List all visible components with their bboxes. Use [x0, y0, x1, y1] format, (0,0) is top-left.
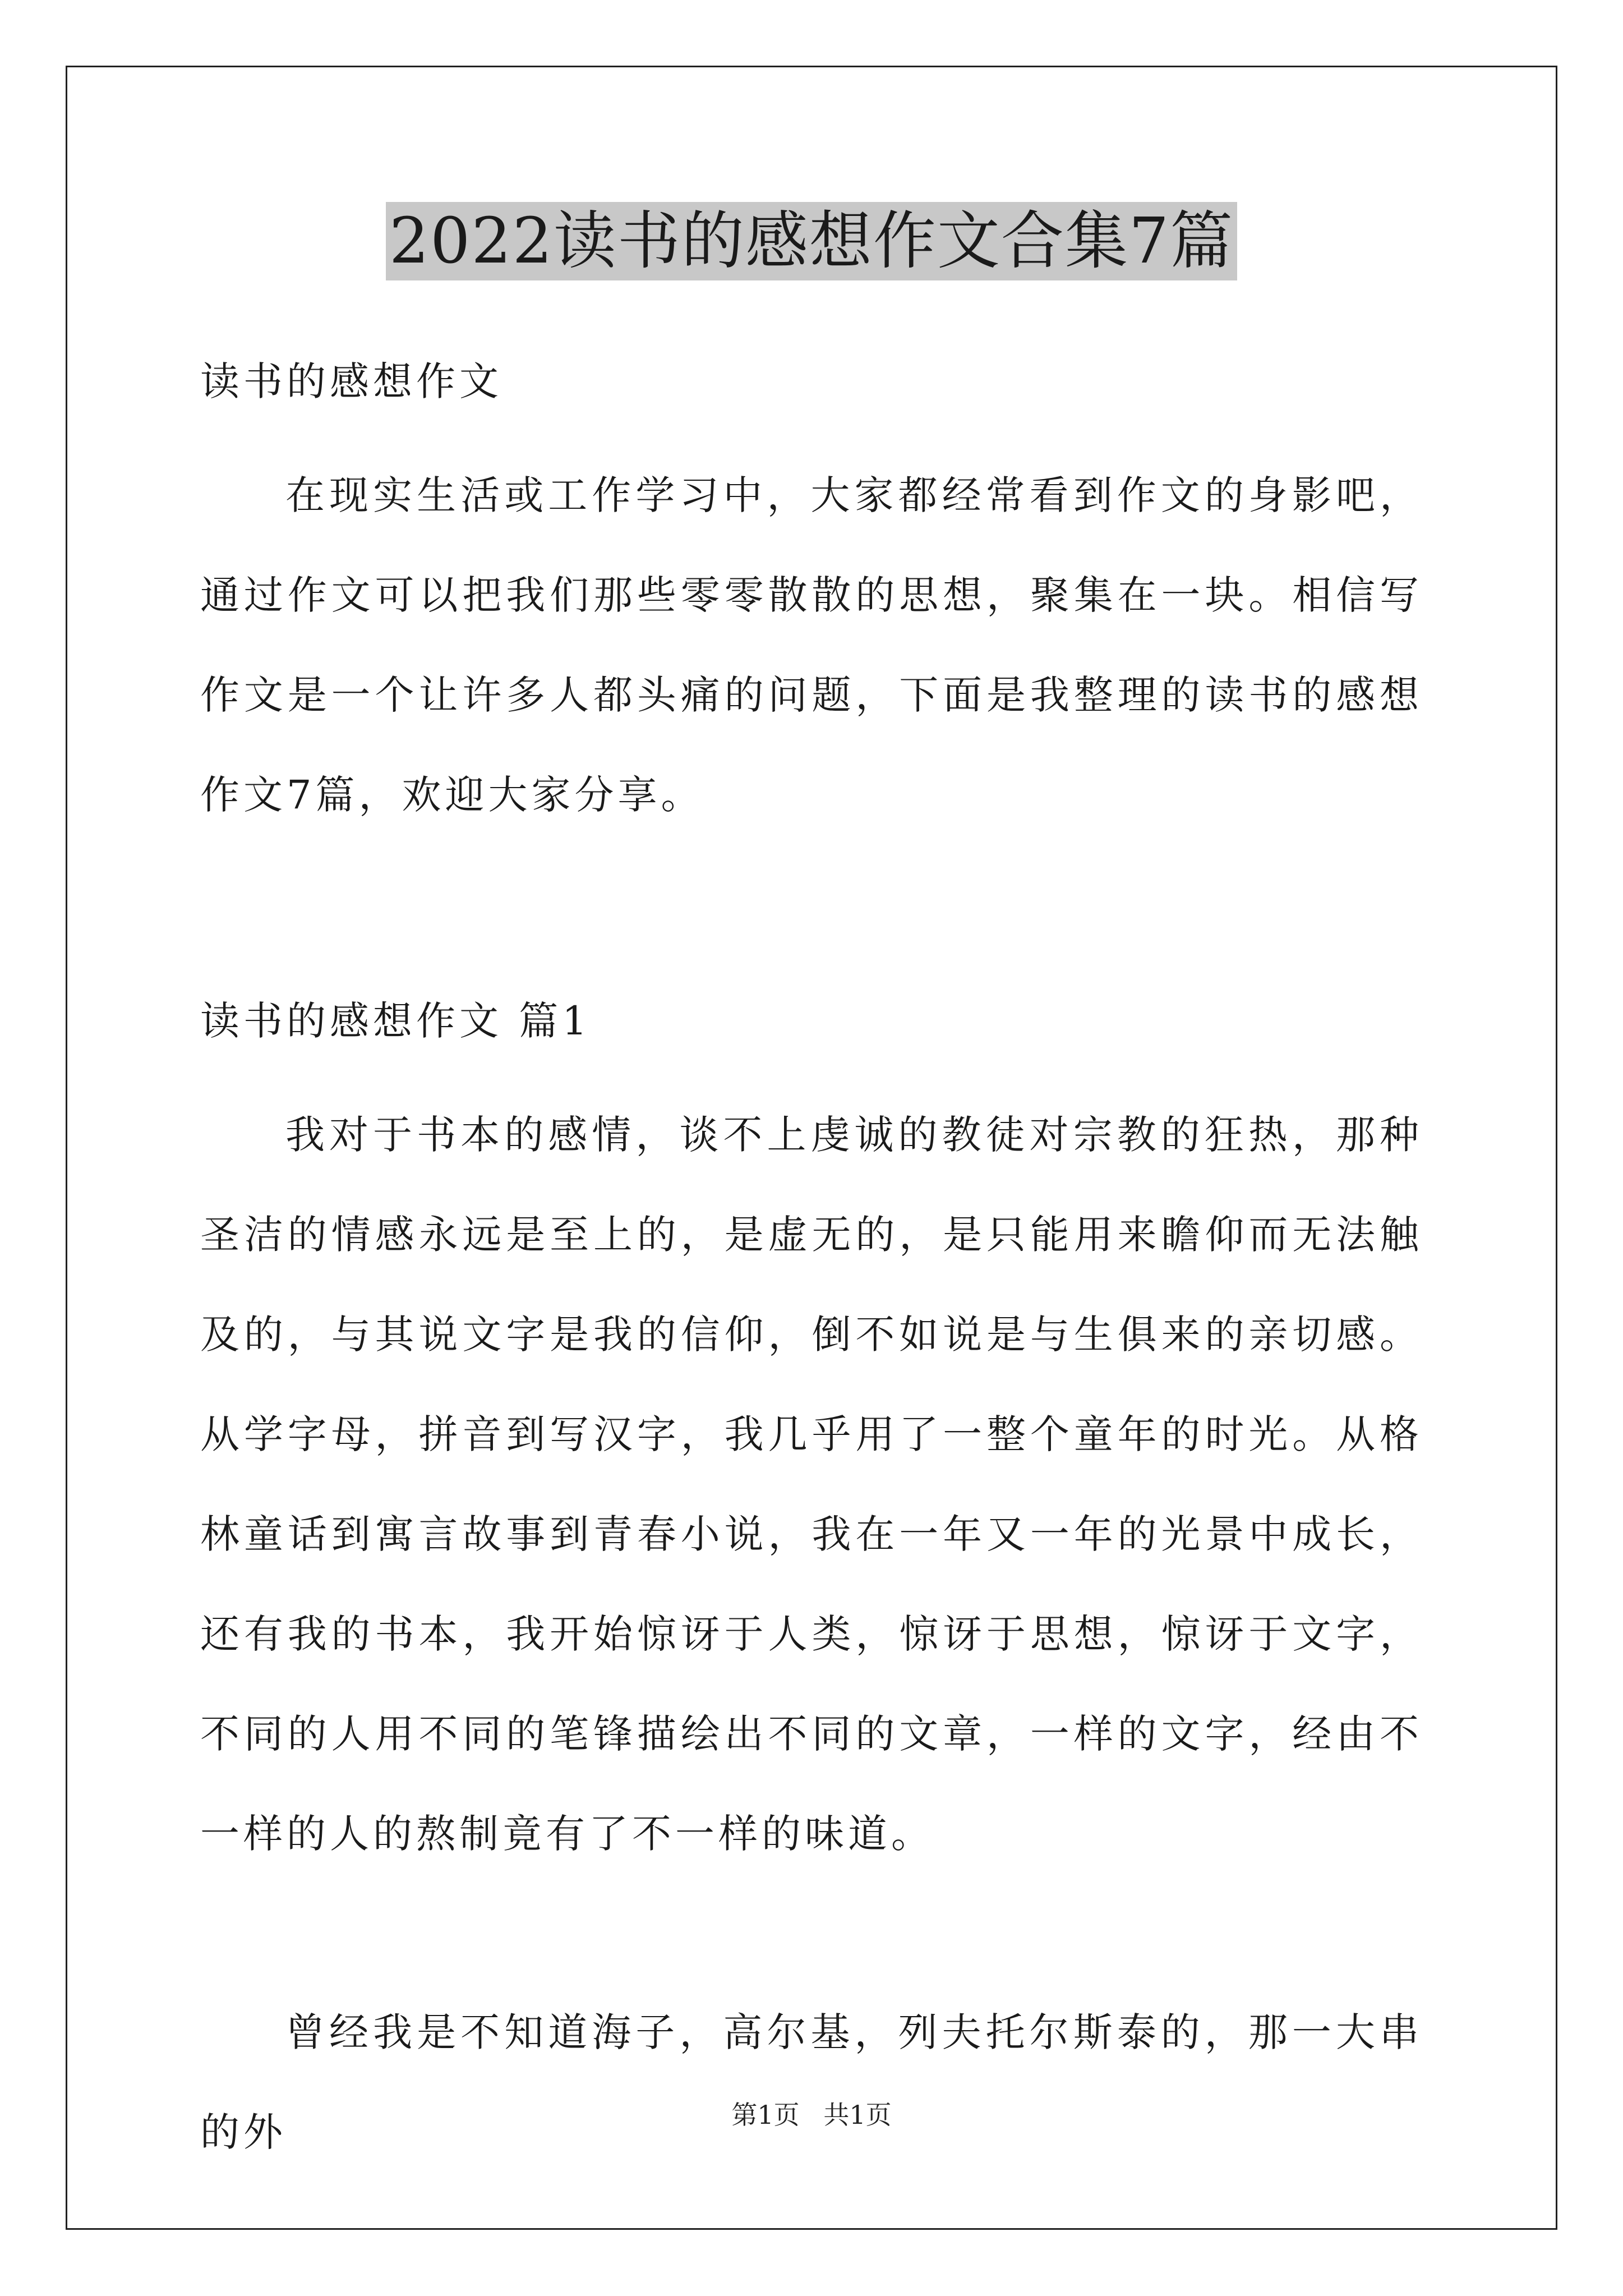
body-paragraph-1: 我对于书本的感情，谈不上虔诚的教徒对宗教的狂热，那种圣洁的情感永远是至上的，是虚无的，是只能用来瞻仰而无法触及的，与其说文字是我的信仰，倒不如说是与生俱来的亲切感。从学字母，拼音到写汉字，我几乎用了一整个童年的时光。从格林童话到寓言故事到青春小说，我在一年又一年的光景中成长，还有我的书本，我开始惊讶于人类，惊讶于思想，惊讶于文字，不同的人用不同的笔锋描绘出不同的文章，一样的文字，经由不一样的人的熬制竟有了不一样的味道。 — [200, 1112, 1423, 1857]
page-footer — [0, 2098, 1623, 2132]
intro-paragraph: 在现实生活或工作学习中，大家都经常看到作文的身影吧，通过作文可以把我们那些零零散散的思想，聚集在一块。相信写作文是一个让许多人都头痛的问题，下面是我整理的读书的感想作文7篇，欢迎大家分享。 — [200, 472, 1423, 818]
title-container — [0, 202, 1623, 280]
document-title: 2022读书的感想作文合集7篇 — [386, 202, 1237, 280]
page-number-current: 第1页 — [731, 2100, 800, 2130]
part-heading: 读书的感想作文 篇1 — [200, 998, 591, 1044]
section-label: 读书的感想作文 — [200, 358, 502, 404]
body-paragraph-2: 曾经我是不知道海子，高尔基，列夫托尔斯泰的，那一大串的外 — [200, 2009, 1423, 2155]
page-number-total: 共1页 — [823, 2100, 892, 2130]
